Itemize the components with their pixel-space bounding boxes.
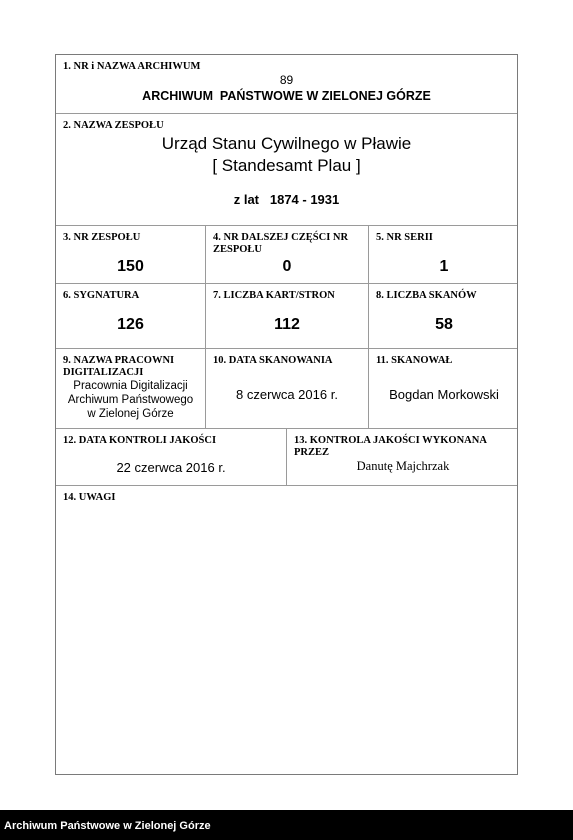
digitization-row [56, 349, 517, 429]
qc-by-label: 13. KONTROLA JAKOŚCI WYKONANA PRZEZ [294, 435, 487, 458]
scan-date-cell [206, 349, 369, 428]
metric-card [55, 54, 518, 775]
cards-label: 7. LICZBA KART/STRON [213, 290, 335, 301]
fonds-years: 1874 - 1931 [269, 192, 340, 207]
fonds-years-line [56, 192, 517, 207]
series-value: 1 [439, 258, 449, 275]
numbers-row [56, 226, 517, 284]
workshop-cell [56, 349, 206, 428]
scanned-by-label: 11. SKANOWAŁ [376, 355, 453, 366]
fonds-row [56, 114, 517, 226]
signature-value: 126 [117, 316, 144, 333]
archive-row [56, 55, 517, 114]
signature-cell [56, 284, 206, 348]
cards-cell [206, 284, 369, 348]
workshop-label: 9. NAZWA PRACOWNI DIGITALIZACJI [63, 355, 175, 378]
qc-date-value: 22 czerwca 2016 r. [116, 460, 226, 475]
workshop-line1: Pracownia Digitalizacji [73, 380, 188, 392]
qc-date-label: 12. DATA KONTROLI JAKOŚCI [63, 435, 217, 446]
signature-label: 6. SYGNATURA [63, 290, 140, 301]
scans-cell [369, 284, 519, 348]
footer-text: Archiwum Państwowe w Zielonej Górze [4, 820, 211, 832]
series-label: 5. NR SERII [376, 232, 433, 243]
workshop-line3: w Zielonej Górze [87, 408, 174, 420]
workshop-line2: Archiwum Państwowego [67, 394, 194, 406]
quality-row [56, 429, 517, 486]
further-part-cell [206, 226, 369, 283]
fonds-number-label: 3. NR ZESPOŁU [63, 232, 141, 243]
fonds-name-de: [ Standesamt Plau ] [212, 156, 361, 175]
further-part-value: 0 [282, 258, 292, 275]
fonds-number-value: 150 [117, 258, 144, 275]
qc-by-cell [287, 429, 519, 485]
scanned-by-value: Bogdan Morkowski [389, 387, 499, 402]
archive-number: 89 [279, 73, 294, 87]
fonds-name-pl: Urząd Stanu Cywilnego w Pławie [161, 134, 412, 153]
notes-label: 14. UWAGI [63, 492, 116, 503]
fonds-number-cell [56, 226, 206, 283]
archive-label: 1. NR i NAZWA ARCHIWUM [63, 61, 201, 72]
fonds-label: 2. NAZWA ZESPOŁU [63, 120, 164, 131]
counts-row [56, 284, 517, 349]
fonds-years-prefix: z lat [233, 192, 260, 207]
scan-date-value: 8 czerwca 2016 r. [236, 387, 338, 402]
scanned-by-cell [369, 349, 519, 428]
scan-date-label: 10. DATA SKANOWANIA [213, 355, 333, 366]
series-cell [369, 226, 519, 283]
further-part-label: 4. NR DALSZEJ CZĘŚCI NR ZESPOŁU [213, 232, 349, 255]
footer-bar [0, 810, 573, 840]
cards-value: 112 [274, 316, 300, 333]
archive-name: ARCHIWUM PAŃSTWOWE W ZIELONEJ GÓRZE [142, 89, 431, 103]
qc-date-cell [56, 429, 287, 485]
scans-label: 8. LICZBA SKANÓW [376, 290, 477, 301]
notes-area [56, 486, 517, 774]
scans-value: 58 [435, 316, 453, 333]
qc-by-value: Danutę Majchrzak [356, 459, 450, 473]
